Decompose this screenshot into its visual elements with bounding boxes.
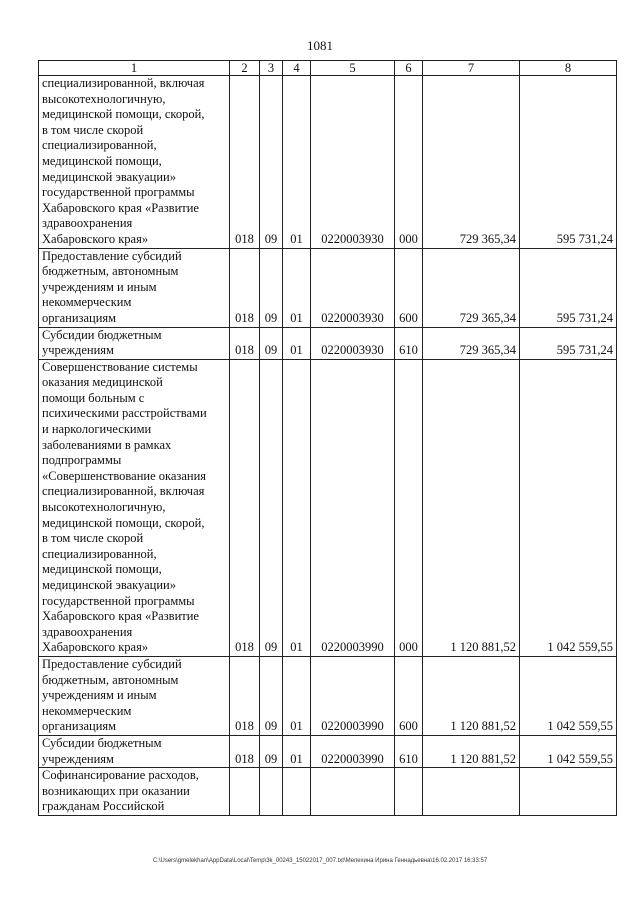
description-line: учреждениям (42, 343, 114, 358)
description-line: медицинской помощи, (42, 153, 162, 168)
description-line: Софинансирование расходов, (42, 768, 199, 783)
table-row (39, 76, 617, 249)
header-col-4: 4 (283, 61, 311, 76)
code-target-article: 0220003990 (311, 656, 395, 735)
table-row (39, 248, 617, 327)
description-line: бюджетным, автономным (42, 672, 179, 687)
code-subsection (283, 768, 311, 816)
code-ministry: 018 (230, 735, 260, 767)
description-line: медицинской эвакуации» (42, 169, 176, 184)
code-section: 09 (260, 248, 283, 327)
description-line: Совершенствование системы (42, 359, 198, 374)
code-target-article: 0220003930 (311, 327, 395, 359)
description-line: «Совершенствование оказания (42, 468, 207, 483)
description-line: специализированной, включая (42, 76, 205, 90)
description-line: Субсидии бюджетным (42, 735, 162, 750)
description-line: здравоохранения (42, 216, 133, 231)
table-row (39, 359, 617, 656)
code-expense-type: 600 (395, 248, 423, 327)
description-line: Предоставление субсидий (42, 248, 182, 263)
code-ministry: 018 (230, 327, 260, 359)
description-line: подпрограммы (42, 453, 122, 468)
description-line: медицинской помощи, скорой, (42, 515, 205, 530)
amount-col-7: 729 365,34 (423, 76, 520, 249)
description-line: Хабаровского края «Развитие (42, 200, 199, 215)
code-expense-type: 610 (395, 327, 423, 359)
code-expense-type: 600 (395, 656, 423, 735)
code-section (260, 768, 283, 816)
description-line: государственной программы (42, 185, 195, 200)
description-line: учреждениям и иным (42, 688, 157, 703)
description-line: бюджетным, автономным (42, 264, 179, 279)
code-ministry (230, 768, 260, 816)
header-col-5: 5 (311, 61, 395, 76)
code-section: 09 (260, 359, 283, 656)
code-ministry: 018 (230, 359, 260, 656)
code-expense-type: 610 (395, 735, 423, 767)
code-target-article: 0220003930 (311, 76, 395, 249)
row-description (39, 656, 230, 735)
description-line: специализированной, (42, 138, 157, 153)
description-line: некоммерческим (42, 295, 132, 310)
code-target-article: 0220003930 (311, 248, 395, 327)
description-line: высокотехнологичную, (42, 500, 166, 515)
code-section: 09 (260, 735, 283, 767)
table-row (39, 735, 617, 767)
code-ministry: 018 (230, 76, 260, 249)
description-line: возникающих при оказании (42, 783, 190, 798)
code-target-article (311, 768, 395, 816)
description-line: организациям (42, 310, 117, 325)
amount-col-8: 595 731,24 (520, 327, 617, 359)
description-line: помощи больным с (42, 390, 145, 405)
code-subsection: 01 (283, 327, 311, 359)
row-description (39, 248, 230, 327)
description-line: Субсидии бюджетным (42, 327, 162, 342)
amount-col-7: 1 120 881,52 (423, 359, 520, 656)
code-subsection: 01 (283, 656, 311, 735)
code-target-article: 0220003990 (311, 735, 395, 767)
header-col-2: 2 (230, 61, 260, 76)
description-line: медицинской помощи, скорой, (42, 107, 205, 122)
description-line: гражданам Российской (42, 799, 165, 814)
code-section: 09 (260, 656, 283, 735)
description-line: и наркологическими (42, 422, 152, 437)
description-line: специализированной, (42, 546, 157, 561)
code-ministry: 018 (230, 248, 260, 327)
row-description (39, 76, 230, 249)
amount-col-7: 1 120 881,52 (423, 656, 520, 735)
amount-col-7: 729 365,34 (423, 327, 520, 359)
amount-col-8: 595 731,24 (520, 248, 617, 327)
header-col-7: 7 (423, 61, 520, 76)
table-row (39, 656, 617, 735)
description-line: в том числе скорой (42, 531, 144, 546)
description-line: учреждениям и иным (42, 279, 157, 294)
description-line: Предоставление субсидий (42, 656, 182, 671)
table-row (39, 327, 617, 359)
file-path-footer: C:\Users\gmelekhan\AppData\Local\Temp\3k_00243_15022017_007.txt\Мелехина Ирина Геннадьевна\16.02.2017 16:33:57 (152, 858, 488, 864)
description-line: оказания медицинской (42, 375, 163, 390)
code-expense-type: 000 (395, 76, 423, 249)
description-line: Хабаровского края «Развитие (42, 609, 199, 624)
table-header-row (39, 61, 617, 76)
code-section: 09 (260, 76, 283, 249)
table-row (39, 768, 617, 816)
header-col-3: 3 (260, 61, 283, 76)
code-subsection: 01 (283, 735, 311, 767)
code-subsection: 01 (283, 359, 311, 656)
description-line: здравоохранения (42, 624, 133, 639)
row-description (39, 735, 230, 767)
amount-col-8: 1 042 559,55 (520, 656, 617, 735)
code-section: 09 (260, 327, 283, 359)
header-col-8: 8 (520, 61, 617, 76)
amount-col-7: 1 120 881,52 (423, 735, 520, 767)
description-line: Хабаровского края» (42, 231, 149, 246)
description-line: психическими расстройствами (42, 406, 207, 421)
description-line: специализированной, включая (42, 484, 205, 499)
row-description (39, 768, 230, 816)
description-line: учреждениям (42, 751, 114, 766)
amount-col-7 (423, 768, 520, 816)
code-target-article: 0220003990 (311, 359, 395, 656)
description-line: медицинской помощи, (42, 562, 162, 577)
description-line: заболеваниями в рамках (42, 437, 172, 452)
page-number: 1081 (307, 38, 333, 53)
amount-col-8: 595 731,24 (520, 76, 617, 249)
description-line: Хабаровского края» (42, 640, 149, 655)
description-line: организациям (42, 719, 117, 734)
code-expense-type: 000 (395, 359, 423, 656)
description-line: высокотехнологичную, (42, 91, 166, 106)
row-description (39, 359, 230, 656)
amount-col-8: 1 042 559,55 (520, 359, 617, 656)
description-line: некоммерческим (42, 703, 132, 718)
header-col-6: 6 (395, 61, 423, 76)
amount-col-8: 1 042 559,55 (520, 735, 617, 767)
budget-table (38, 60, 617, 816)
code-subsection: 01 (283, 248, 311, 327)
amount-col-7: 729 365,34 (423, 248, 520, 327)
header-col-1: 1 (39, 61, 230, 76)
amount-col-8 (520, 768, 617, 816)
description-line: в том числе скорой (42, 122, 144, 137)
description-line: медицинской эвакуации» (42, 578, 176, 592)
row-description (39, 327, 230, 359)
table-body (39, 76, 617, 816)
code-ministry: 018 (230, 656, 260, 735)
code-expense-type (395, 768, 423, 816)
code-subsection: 01 (283, 76, 311, 249)
description-line: государственной программы (42, 593, 195, 608)
